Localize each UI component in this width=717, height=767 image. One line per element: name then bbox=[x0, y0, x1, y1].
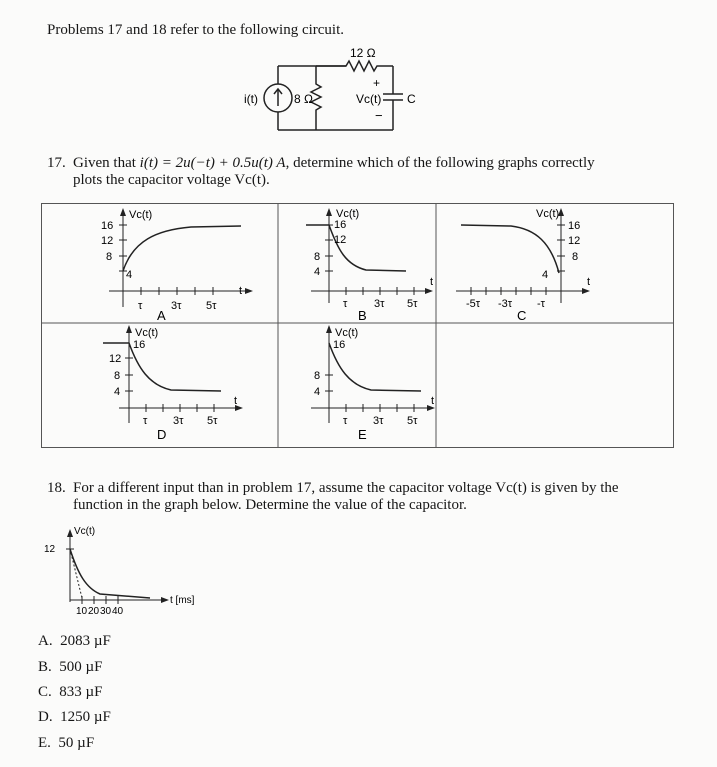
svg-text:20: 20 bbox=[88, 606, 100, 617]
choice-a[interactable]: A. 2083 µF bbox=[38, 633, 111, 649]
svg-text:4: 4 bbox=[126, 269, 133, 281]
svg-text:t: t bbox=[430, 276, 434, 288]
r12-label: 12 Ω bbox=[350, 48, 376, 60]
r8-label: 8 Ω bbox=[294, 92, 313, 106]
source-label: i(t) bbox=[244, 92, 258, 106]
svg-text:-3τ: -3τ bbox=[498, 298, 513, 310]
graph-b-letter: B bbox=[358, 308, 367, 323]
svg-text:τ: τ bbox=[143, 415, 148, 427]
resistor-12-icon bbox=[316, 61, 393, 71]
svg-text:16: 16 bbox=[101, 220, 114, 232]
svg-text:-τ: -τ bbox=[537, 298, 546, 310]
svg-text:16: 16 bbox=[133, 339, 146, 351]
graph-c-ylabel: Vc(t) bbox=[536, 208, 560, 220]
svg-text:16: 16 bbox=[334, 219, 347, 231]
q17-number: 17. bbox=[47, 155, 66, 171]
svg-text:10: 10 bbox=[76, 606, 88, 617]
graph-d bbox=[103, 325, 243, 442]
svg-text:t: t bbox=[431, 395, 435, 407]
svg-text:τ: τ bbox=[138, 300, 143, 312]
svg-text:t: t bbox=[239, 285, 243, 297]
svg-text:4: 4 bbox=[314, 386, 321, 398]
svg-text:t: t bbox=[234, 395, 238, 407]
graph-c bbox=[456, 208, 590, 323]
svg-text:5τ: 5τ bbox=[206, 300, 217, 312]
svg-text:8: 8 bbox=[572, 251, 579, 263]
plus-label: + bbox=[373, 76, 381, 90]
choice-e[interactable]: E. 50 µF bbox=[38, 735, 95, 751]
cap-label: C bbox=[407, 92, 416, 106]
svg-text:t [ms]: t [ms] bbox=[170, 595, 195, 606]
svg-text:5τ: 5τ bbox=[207, 415, 218, 427]
graph-e-ylabel: Vc(t) bbox=[335, 327, 359, 339]
svg-text:8: 8 bbox=[106, 251, 113, 263]
svg-text:8: 8 bbox=[314, 251, 321, 263]
svg-text:16: 16 bbox=[333, 339, 346, 351]
choice-d[interactable]: D. 1250 µF bbox=[38, 709, 111, 725]
q18-line2: function in the graph below. Determine the value of the capacitor. bbox=[73, 497, 467, 513]
q17-equation: i(t) = 2u(−t) + 0.5u(t) A bbox=[139, 155, 286, 171]
graph-b bbox=[306, 208, 433, 323]
svg-text:4: 4 bbox=[314, 266, 321, 278]
graph-d-curve bbox=[103, 343, 221, 391]
q18-graph bbox=[30, 522, 210, 617]
circuit-diagram bbox=[228, 48, 478, 140]
svg-text:-5τ: -5τ bbox=[466, 298, 481, 310]
graph-d-ylabel: Vc(t) bbox=[135, 327, 159, 339]
svg-text:5τ: 5τ bbox=[407, 415, 418, 427]
choice-b[interactable]: B. 500 µF bbox=[38, 659, 103, 675]
q18-ylabel: Vc(t) bbox=[74, 526, 96, 537]
q17-graph-grid bbox=[41, 203, 674, 448]
graph-a-letter: A bbox=[157, 308, 166, 323]
svg-text:4: 4 bbox=[542, 269, 549, 281]
graph-d-letter: D bbox=[157, 427, 167, 442]
svg-text:12: 12 bbox=[109, 353, 122, 365]
vc-label: Vc(t) bbox=[356, 92, 382, 106]
graph-a-ylabel: Vc(t) bbox=[129, 209, 153, 221]
graph-c-letter: C bbox=[517, 308, 527, 323]
svg-text:8: 8 bbox=[314, 370, 321, 382]
svg-text:5τ: 5τ bbox=[407, 298, 418, 310]
svg-text:3τ: 3τ bbox=[373, 415, 384, 427]
q18-number: 18. bbox=[47, 480, 66, 496]
header-text: Problems 17 and 18 refer to the following circuit. bbox=[47, 22, 345, 38]
svg-text:τ: τ bbox=[343, 415, 348, 427]
graph-b-ylabel: Vc(t) bbox=[336, 208, 360, 220]
svg-text:40: 40 bbox=[112, 606, 124, 617]
svg-text:t: t bbox=[587, 276, 591, 288]
svg-text:τ: τ bbox=[343, 298, 348, 310]
svg-text:12: 12 bbox=[334, 234, 347, 246]
graph-c-curve bbox=[461, 225, 559, 273]
graph-a-curve bbox=[123, 226, 241, 271]
q18-line1: For a different input than in problem 17, assume the capacitor voltage Vc(t) is given by the bbox=[73, 480, 619, 496]
svg-text:8: 8 bbox=[114, 370, 121, 382]
choice-c[interactable]: C. 833 µF bbox=[38, 684, 103, 700]
svg-text:12: 12 bbox=[568, 235, 581, 247]
q18-curve bbox=[70, 549, 150, 598]
svg-text:3τ: 3τ bbox=[171, 300, 182, 312]
minus-label: − bbox=[375, 108, 383, 123]
svg-text:12: 12 bbox=[44, 544, 56, 555]
graph-e bbox=[311, 325, 435, 442]
graph-e-letter: E bbox=[358, 427, 367, 442]
svg-text:30: 30 bbox=[100, 606, 112, 617]
svg-text:16: 16 bbox=[568, 220, 581, 232]
svg-text:4: 4 bbox=[114, 386, 121, 398]
svg-text:3τ: 3τ bbox=[374, 298, 385, 310]
svg-text:12: 12 bbox=[101, 235, 114, 247]
graph-b-curve bbox=[306, 225, 406, 271]
svg-text:3τ: 3τ bbox=[173, 415, 184, 427]
graph-a bbox=[101, 208, 253, 323]
q17-line1: Given that i(t) = 2u(−t) + 0.5u(t) A, determine which of the following graphs correctly bbox=[73, 155, 595, 171]
q17-line2: plots the capacitor voltage Vc(t). bbox=[73, 172, 270, 188]
